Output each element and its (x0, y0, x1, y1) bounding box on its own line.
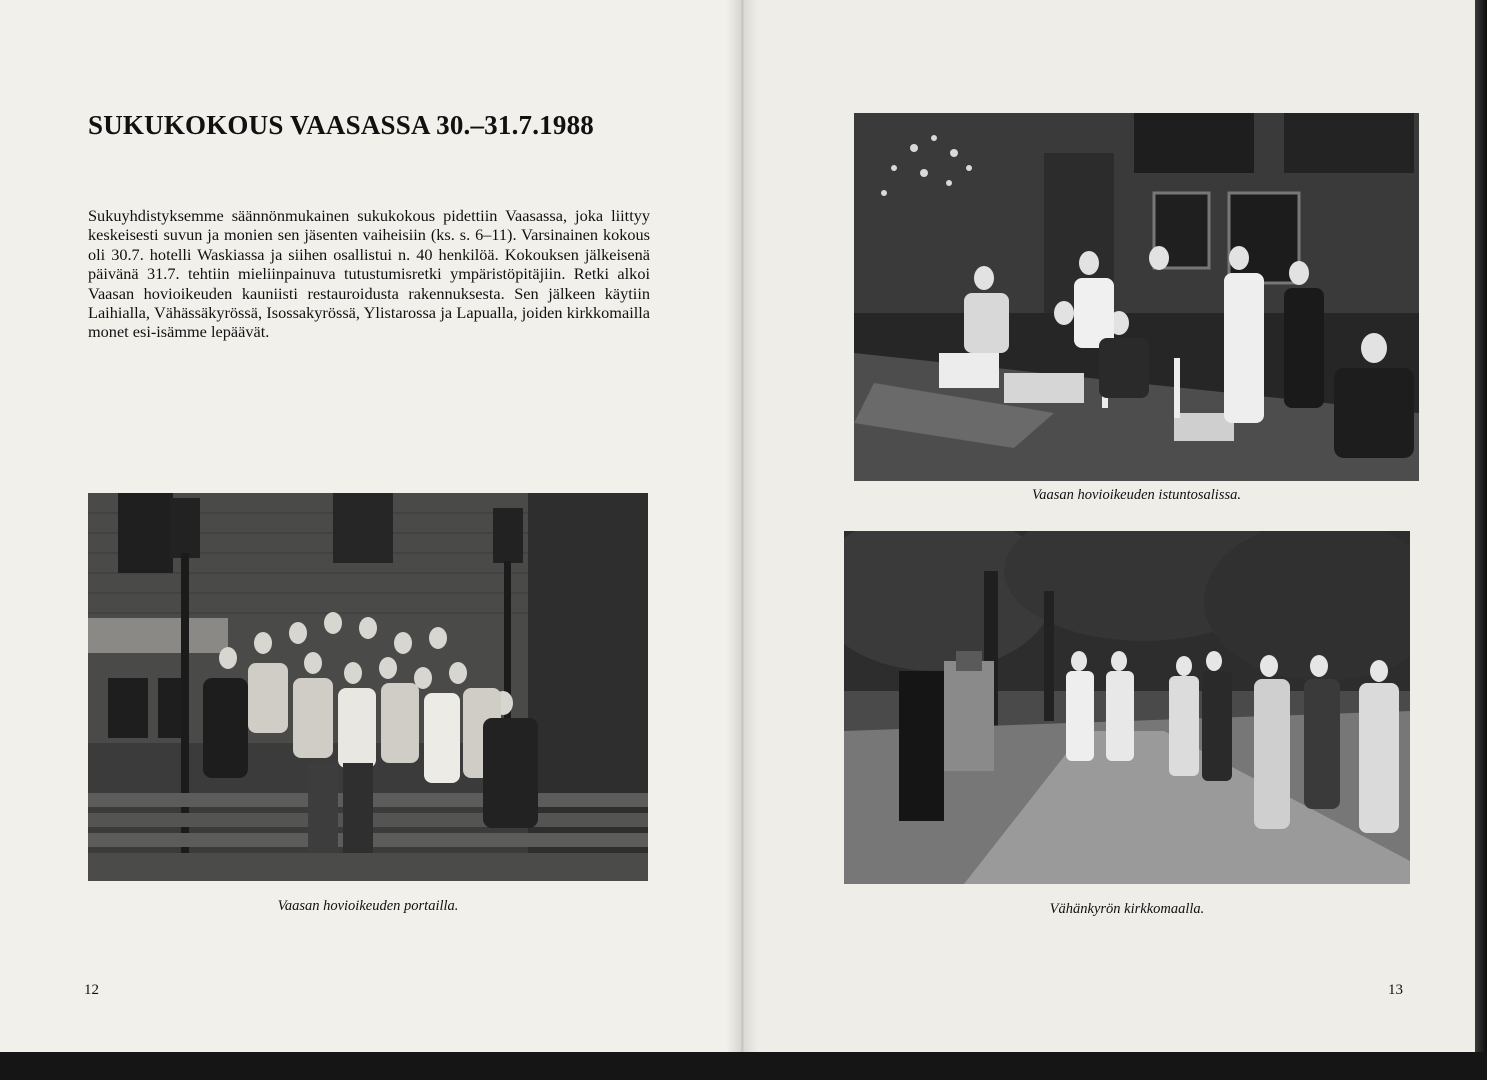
page-number-left: 12 (84, 982, 99, 998)
photo-caption-churchyard: Vähänkyrön kirkkomaalla. (1049, 901, 1205, 917)
right-page (742, 0, 1475, 1052)
left-page (0, 0, 742, 1052)
book-gutter (726, 0, 758, 1052)
photo-churchyard (844, 531, 1410, 884)
article-paragraph: Sukuyhdistyksemme säännönmukainen sukukokous pidettiin Vaasassa, joka liittyy keskeisesti suvun ja monien sen jäsenten vaiheisiin (ks. s. 6–11). Varsinainen kokous oli 30.7. hotelli Waskiassa ja siihen osallistui n. 40 henkilöä. Kokouksen jälkeisenä päivänä 31.7. tehtiin mieliinpainuva tutustumisretki ympäristöpitäjiin. Retki alkoi Vaasan hovioikeuden kauniisti restauroidusta rakennuksesta. Sen jälkeen käytiin Laihialla, Vähässäkyrössä, Isossakyrössä, Ylistarossa ja Lapualla, joiden kirkkomailla monet esi-isämme lepäävät. (88, 206, 650, 342)
photo-caption-stairs: Vaasan hovioikeuden portailla. (277, 898, 459, 914)
photo-court-session-hall (854, 113, 1419, 481)
page-edge (1475, 0, 1487, 1052)
photo-caption-session-hall: Vaasan hovioikeuden istuntosalissa. (1031, 487, 1242, 503)
scan-background (0, 1052, 1487, 1080)
photo-court-stairs (88, 493, 648, 881)
page-number-right: 13 (1388, 982, 1403, 998)
article-title: SUKUKOKOUS VAASASSA 30.–31.7.1988 (88, 110, 594, 140)
